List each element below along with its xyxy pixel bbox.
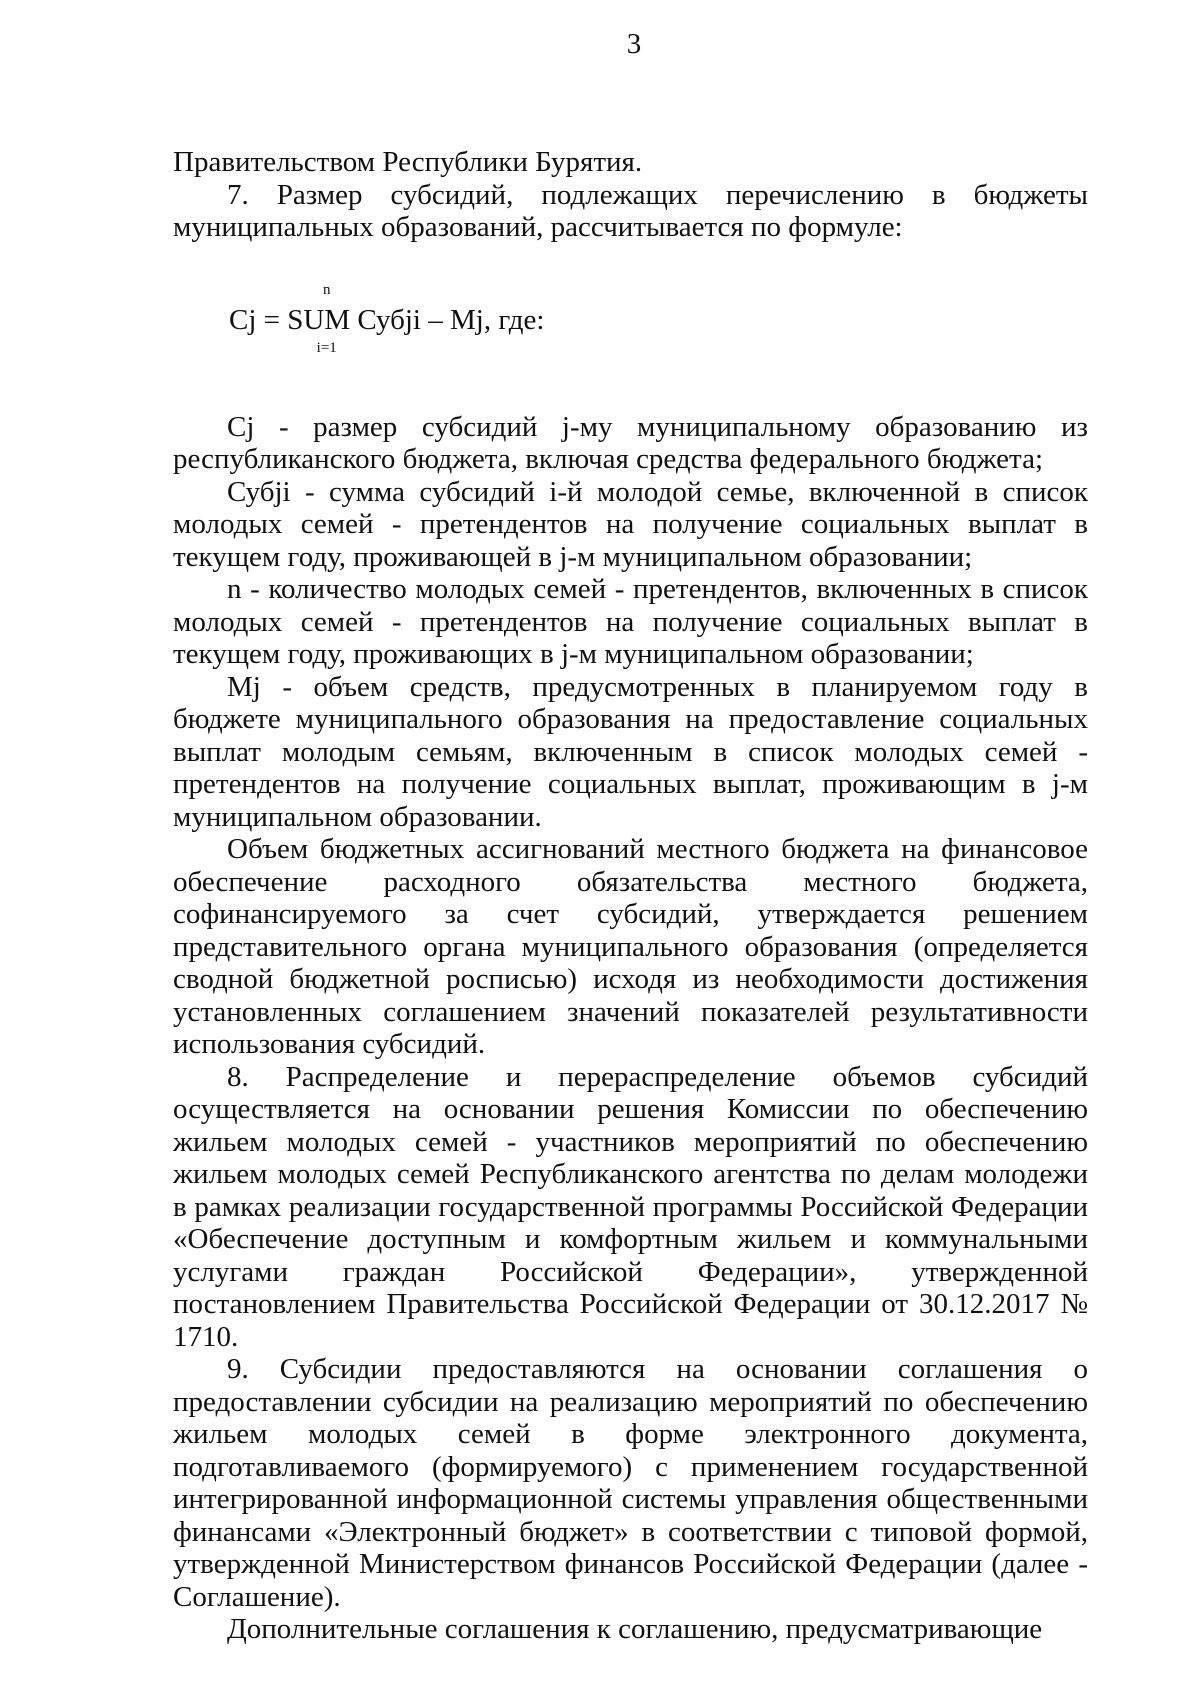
paragraph-item-7: 7. Размер субсидий, подлежащих перечислению в бюджеты муниципальных образований, рассчитывается по формуле: — [173, 178, 1088, 243]
page-number: 3 — [626, 28, 642, 60]
paragraph-budget-allocations: Объем бюджетных ассигнований местного бюджета на финансовое обеспечение расходного обязательства местного бюджета, софинансируемого за счет субсидий, утверждается решением представительного органа муниципального образования (определяется сводной бюджетной росписью) исходя из необходимости достижения установленных соглашением значений показателей результативности использования субсидий. — [173, 833, 1088, 1060]
definition-cj: Cj - размер субсидий j-му муниципальному образованию из республиканского бюджета, включая средства федерального бюджета; — [173, 410, 1088, 475]
paragraph-continuation: Правительством Республики Бурятия. — [173, 146, 643, 178]
definition-subji: Субji - сумма субсидий i-й молодой семье, включенной в список молодых семей - претендентов на получение социальных выплат в текущем году, проживающей в j-м муниципальном образовании; — [173, 475, 1088, 573]
definition-n: n - количество молодых семей - претендентов, включенных в список молодых семей - претендентов на получение социальных выплат в текущем году, проживающих в j-м муниципальном образовании; — [173, 573, 1088, 670]
formula-rhs: Субji – Mj, где: — [350, 303, 545, 336]
subsidy-formula — [173, 276, 1088, 377]
paragraph-item-8: 8. Распределение и перераспределение объемов субсидий осуществляется на основании решения Комиссии по обеспечению жильем молодых семей - участников мероприятий по обеспечению жильем молодых семей Республиканского агентства по делам молодежи в рамках реализации государственной программы Российской Федерации «Обеспечение доступным и комфортным жильем и коммунальными услугами граждан Российской Федерации», утвержденной постановлением Правительства Российской Федерации от 30.12.2017 № 1710. — [173, 1060, 1088, 1353]
sum-operator — [303, 281, 351, 356]
formula-lhs: Cj = S — [229, 303, 304, 336]
document-body — [173, 146, 1088, 1646]
definition-mj: Mj - объем средств, предусмотренных в планируемом году в бюджете муниципального образования на предоставление социальных выплат молодым семьям, включенным в список молодых семей - претендентов на получение социальных выплат, проживающим в j-м муниципальном образовании. — [173, 670, 1088, 833]
sum-lower-limit: i=1 — [316, 340, 337, 356]
sum-upper-limit: n — [323, 281, 331, 298]
paragraph-item-9: 9. Субсидии предоставляются на основании соглашения о предоставлении субсидии на реализацию мероприятий по обеспечению жильем молодых семей в форме электронного документа, подготавливаемого (формируемого) с применением государственной интегрированной информационной системы управления общественными финансами «Электронный бюджет» в соответствии с типовой формой, утвержденной Министерством финансов Российской Федерации (далее - Соглашение). — [173, 1353, 1088, 1613]
paragraph-additional-agreements: Дополнительные соглашения к соглашению, предусматривающие — [227, 1613, 1043, 1645]
sum-tail: UM — [303, 303, 351, 336]
formula-expression — [229, 281, 545, 356]
